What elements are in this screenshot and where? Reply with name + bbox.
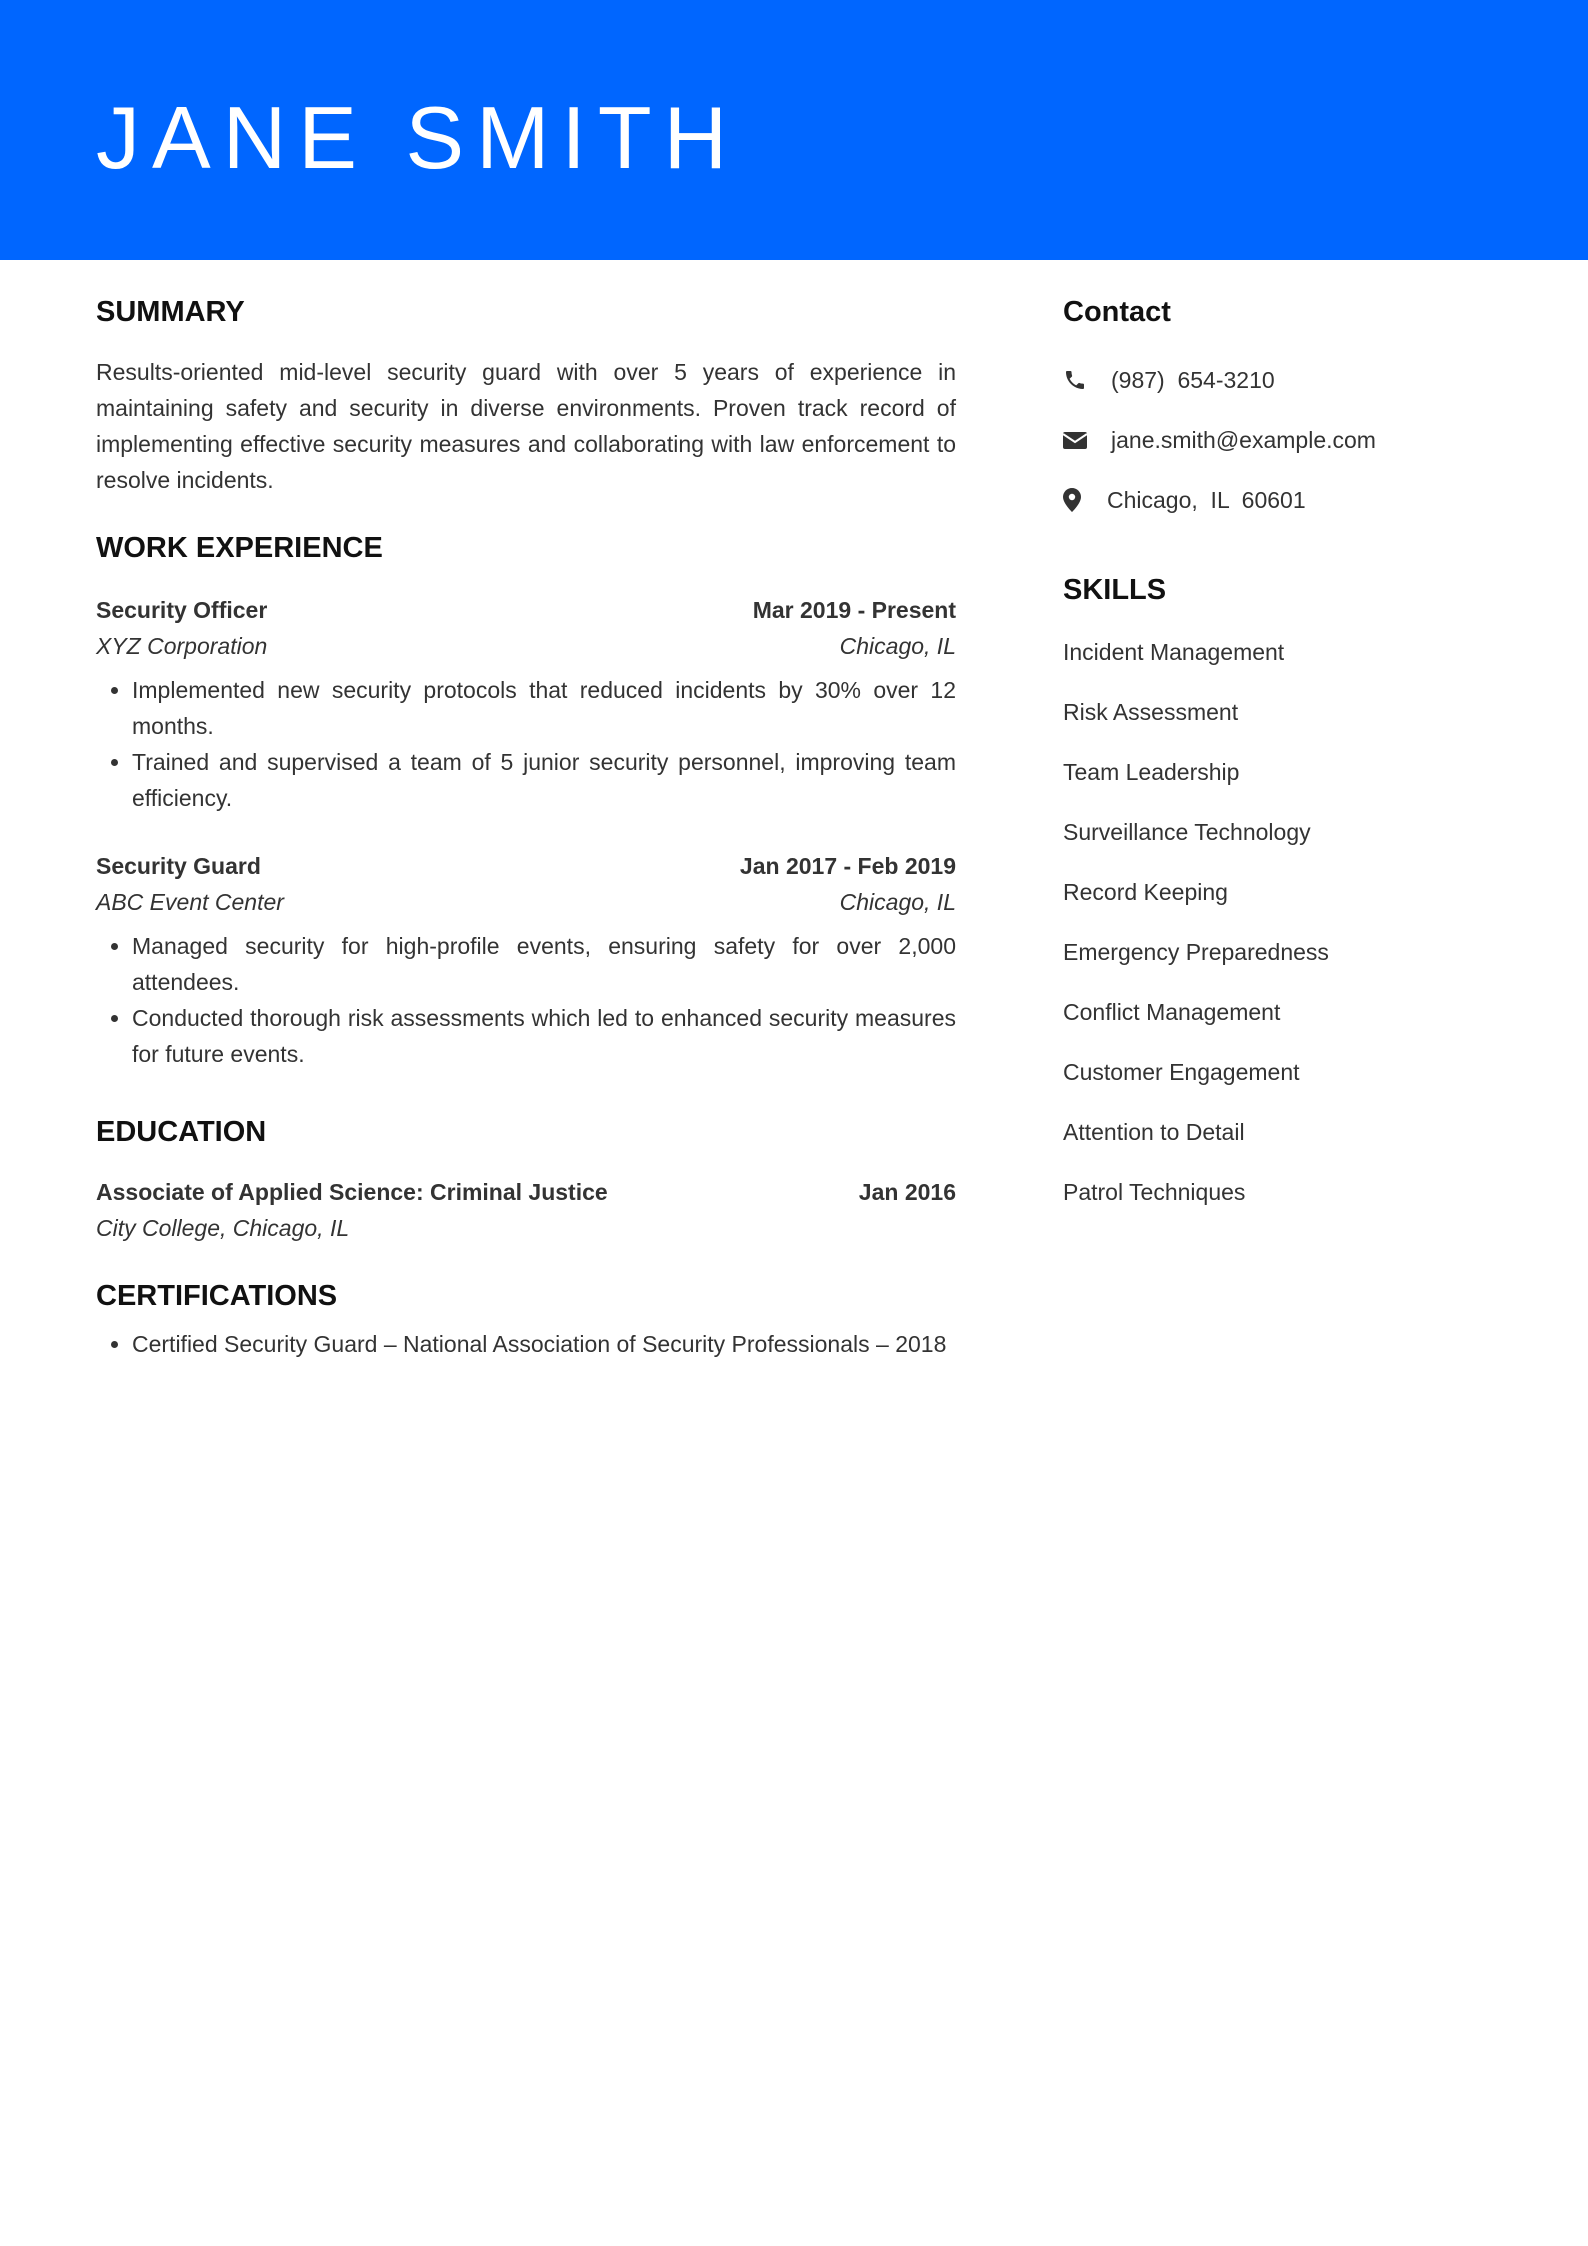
skill-item: Emergency Preparedness xyxy=(1063,939,1329,965)
skill-item: Surveillance Technology xyxy=(1063,819,1311,845)
main-column xyxy=(96,290,956,1362)
job-bullets xyxy=(96,928,956,1072)
job-bullet: • Conducted thorough risk assessments which led to enhanced security measures for future events. xyxy=(132,1000,956,1072)
candidate-name: JANE SMITH xyxy=(96,88,740,187)
education-heading: EDUCATION xyxy=(96,1116,267,1148)
contact-phone-text: (987) 654-3210 xyxy=(1111,367,1275,393)
map-pin-icon xyxy=(1063,487,1089,513)
contact-location xyxy=(1063,482,1523,518)
job-location: Chicago, IL xyxy=(839,633,956,659)
skills-heading: SKILLS xyxy=(1063,574,1167,606)
education-entry xyxy=(96,1174,956,1246)
contact-heading: Contact xyxy=(1063,296,1171,328)
summary-section xyxy=(96,290,956,498)
work-experience-section xyxy=(96,526,956,1072)
skill-item: Patrol Techniques xyxy=(1063,1179,1246,1205)
envelope-icon xyxy=(1063,427,1089,453)
job-location: Chicago, IL xyxy=(839,889,956,915)
skill-item: Incident Management xyxy=(1063,639,1285,665)
job-dates: Jan 2017 - Feb 2019 xyxy=(739,853,956,879)
contact-email-text: jane.smith@example.com xyxy=(1111,427,1376,453)
degree-name: Associate of Applied Science: Criminal Justice xyxy=(96,1179,608,1205)
contact-phone xyxy=(1063,362,1523,398)
skill-item: Risk Assessment xyxy=(1063,699,1239,725)
education-section xyxy=(96,1110,956,1246)
job-bullet: • Trained and supervised a team of 5 junior security personnel, improving team efficiency. xyxy=(132,744,956,816)
job-entry xyxy=(96,848,956,1072)
contact-location-text: Chicago, IL 60601 xyxy=(1107,487,1306,513)
skill-item: Conflict Management xyxy=(1063,999,1281,1025)
job-role: Security Guard xyxy=(96,853,261,879)
job-bullet: • Implemented new security protocols that reduced incidents by 30% over 12 months. xyxy=(132,672,956,744)
contact-email xyxy=(1063,422,1523,458)
skills-section xyxy=(1063,568,1523,1210)
contact-section xyxy=(1063,290,1523,518)
job-company: XYZ Corporation xyxy=(96,633,268,659)
job-bullets xyxy=(96,672,956,816)
certification-list xyxy=(96,1326,956,1362)
job-bullet: • Managed security for high-profile events, ensuring safety for over 2,000 attendees. xyxy=(132,928,956,1000)
certifications-section xyxy=(96,1274,956,1362)
skill-item: Attention to Detail xyxy=(1063,1119,1245,1145)
summary-heading: SUMMARY xyxy=(96,296,245,328)
header-banner xyxy=(0,0,1588,260)
job-entry xyxy=(96,592,956,816)
school-name: City College, Chicago, IL xyxy=(96,1215,350,1241)
degree-date: Jan 2016 xyxy=(858,1179,956,1205)
summary-text: Results-oriented mid-level security guard with over 5 years of experience in maintaining safety and security in diverse environments. Proven track record of implementing effective security measures and collaborating with law enforcement to resolve incidents. xyxy=(96,359,956,493)
job-dates: Mar 2019 - Present xyxy=(752,597,956,623)
phone-icon xyxy=(1063,367,1089,393)
job-role: Security Officer xyxy=(96,597,268,623)
certifications-heading: CERTIFICATIONS xyxy=(96,1280,338,1312)
work-experience-heading: WORK EXPERIENCE xyxy=(96,532,383,564)
sidebar-column xyxy=(1063,290,1523,1234)
skill-list xyxy=(1063,634,1523,1210)
skill-item: Team Leadership xyxy=(1063,759,1240,785)
skill-item: Record Keeping xyxy=(1063,879,1228,905)
skill-item: Customer Engagement xyxy=(1063,1059,1300,1085)
certification-item: • Certified Security Guard – National Association of Security Professionals – 2018 xyxy=(132,1326,956,1362)
job-company: ABC Event Center xyxy=(96,889,284,915)
